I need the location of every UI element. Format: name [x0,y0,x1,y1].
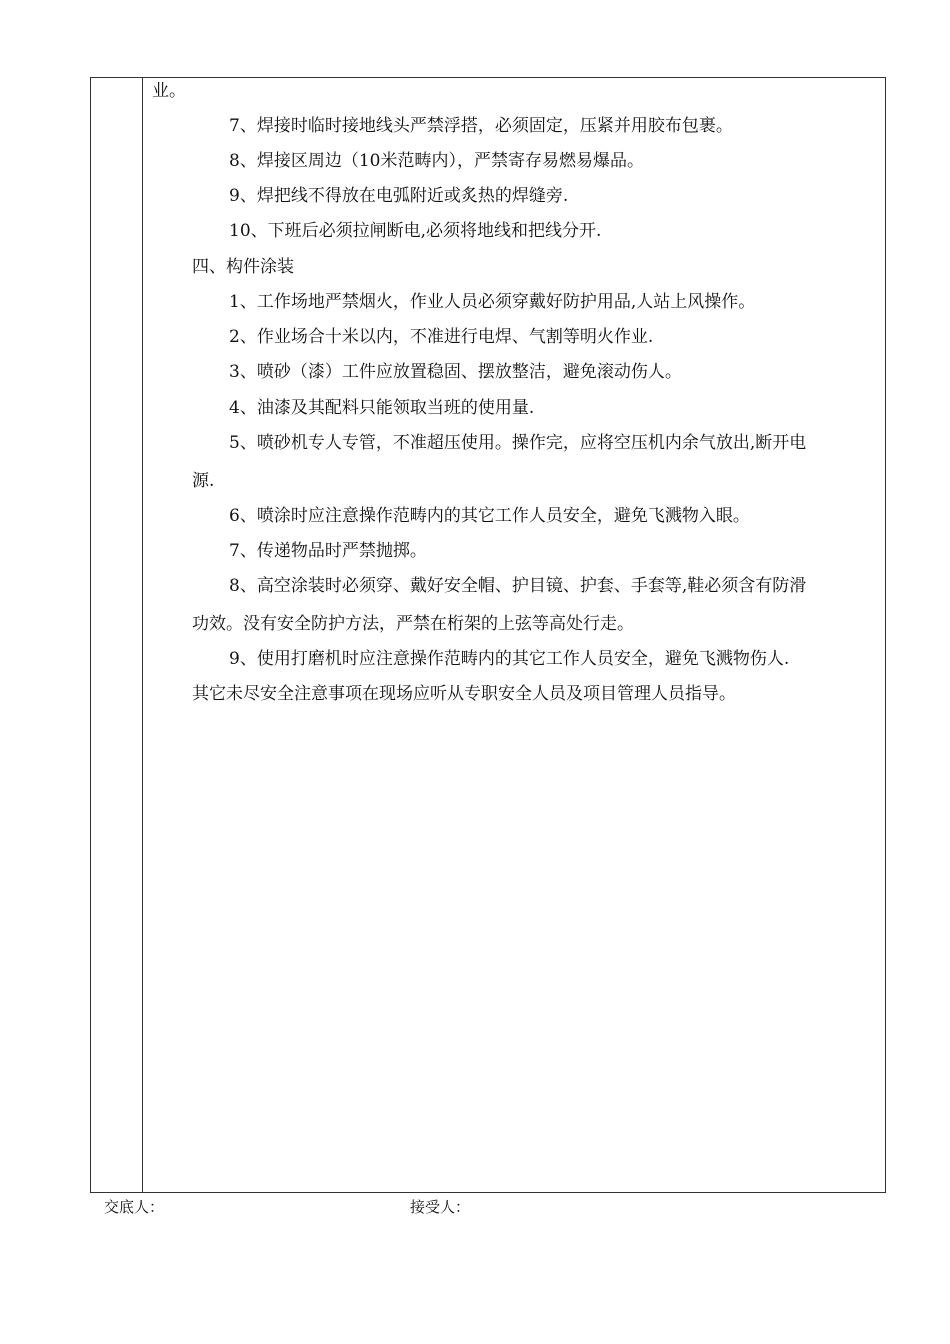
presenter-label: 交底人： [104,1198,165,1216]
text-line: 10、下班后必须拉闸断电,必须将地线和把线分开. [229,221,602,241]
text-line: 业。 [152,81,186,101]
text-line: 1、工作场地严禁烟火，作业人员必须穿戴好防护用品,人站上风操作。 [229,292,756,312]
text-line: 8、高空涂装时必须穿、戴好安全帽、护目镜、护套、手套等,鞋必须含有防滑 [229,576,807,596]
document-table [90,77,886,1193]
text-line: 4、油漆及其配料只能领取当班的使用量. [229,398,535,418]
text-line: 9、使用打磨机时应注意操作范畴内的其它工作人员安全，避免飞溅物伤人. [229,649,790,669]
text-line: 8、焊接区周边（10米范畴内），严禁寄存易燃易爆品。 [229,151,644,171]
text-line: 功效。没有安全防护方法，严禁在桁架的上弦等高处行走。 [192,614,634,634]
text-line: 6、喷涂时应注意操作范畴内的其它工作人员安全，避免飞溅物入眼。 [229,506,750,526]
text-line: 其它未尽安全注意事项在现场应听从专职安全人员及项目管理人员指导。 [192,684,736,704]
receiver-label: 接受人： [410,1198,471,1216]
left-column [91,78,143,1192]
text-line: 9、焊把线不得放在电弧附近或炙热的焊缝旁. [229,186,569,206]
text-line: 5、喷砂机专人专管，不准超压使用。操作完，应将空压机内余气放出,断开电 [229,433,807,453]
text-line: 2、作业场合十米以内，不准进行电焊、气割等明火作业. [229,327,654,347]
text-line: 3、喷砂（漆）工件应放置稳固、摆放整洁，避免滚动伤人。 [229,362,682,382]
text-line: 7、传递物品时严禁抛掷。 [229,541,427,561]
text-line: 源. [192,471,215,491]
text-line: 7、焊接时临时接地线头严禁浮搭，必须固定，压紧并用胶布包裹。 [229,116,733,136]
section-heading: 四、构件涂装 [192,257,294,277]
